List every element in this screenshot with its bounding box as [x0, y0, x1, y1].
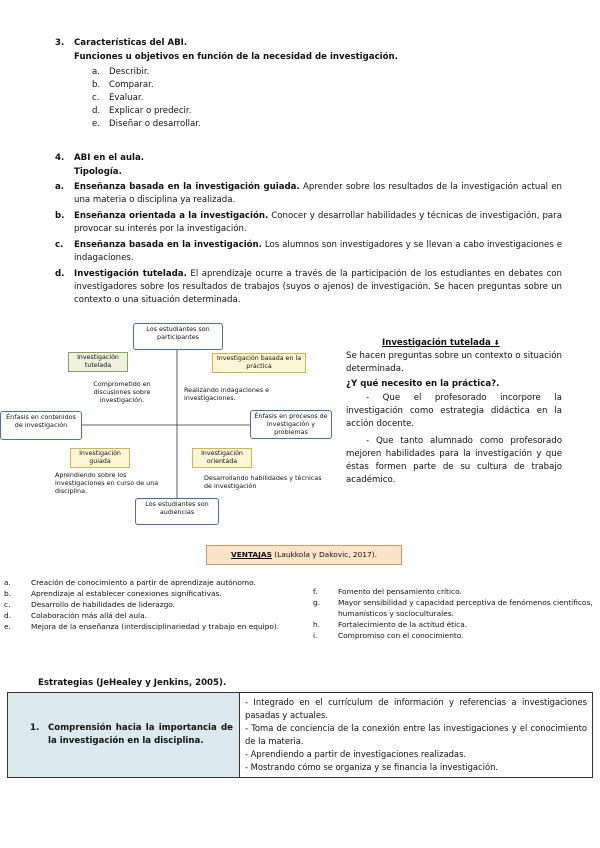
axis-left-box: Énfasis en contenidos de investigación	[0, 411, 82, 440]
list-item: d. Explicar o predecir.	[92, 106, 192, 116]
list-item: - Aprendiendo a partir de investigaciones realizadas.	[245, 749, 467, 759]
quadrant-br-title: Investigación orientada	[192, 448, 252, 468]
list-item: b. Comparar.	[92, 80, 154, 90]
tutelada-p2: - Que el profesorado incorpore la investigación como estrategia didáctica en la acción docente.	[346, 393, 562, 429]
ventajas-banner	[206, 545, 402, 565]
table-row	[8, 693, 593, 778]
estrategia-label: Comprensión hacia la importancia de la investigación en la disciplina.	[48, 723, 233, 746]
list-item: i. Compromiso con el conocimiento.	[313, 631, 464, 640]
section4-subheading: Tipología.	[74, 167, 122, 177]
quadrant-tl-desc: Comprometido en discusiones sobre investigación.	[93, 380, 151, 404]
section3-heading: Características del ABI.	[74, 38, 188, 48]
ventajas-left-list	[4, 577, 298, 632]
list-item: b. Aprendizaje al establecer conexiones significativas.	[4, 589, 222, 598]
estrategias-table	[7, 692, 593, 778]
quadrant-bl-title: Investigación guiada	[70, 448, 130, 468]
type-letter-a: a.	[55, 182, 65, 192]
arrow-down-icon: ⬇	[493, 339, 500, 347]
section3-list	[92, 66, 201, 131]
section4-number: 4.	[55, 153, 65, 163]
tutelada-question: ¿Y qué necesito en la práctica?.	[346, 379, 500, 389]
type-item-d: Investigación tutelada. El aprendizaje ocurre a través de la participación de los estudiantes en debates con investigadores sobre los resultados de trabajos (suyos o ajenos) de investigación. Se hacen preguntas sobre un contexto o una situación determinada.	[74, 269, 562, 305]
quadrant-tr-title: Investigación basada en la práctica	[212, 353, 306, 373]
list-item: g. Mayor sensibilidad y capacidad perceptiva de fenómenos científicos, humanísticos y socioculturales.	[313, 598, 593, 618]
type-item-c: Enseñanza basada en la investigación. Los alumnos son investigadores y se llevan a cabo investigaciones e indagaciones.	[74, 240, 563, 263]
type-letter-c: c.	[55, 240, 64, 250]
tutelada-p3: - Que tanto alumnado como profesorado mejoren habilidades para la investigación y que éstas formen parte de su cultura de trabajo académico.	[346, 436, 562, 485]
type-letter-d: d.	[55, 269, 65, 279]
section4-heading: ABI en el aula.	[74, 153, 145, 163]
list-item: a. Creación de conocimiento a partir de aprendizaje autónomo.	[4, 578, 256, 587]
list-item: a. Describir.	[92, 67, 150, 77]
ventajas-title: VENTAJAS	[231, 550, 272, 559]
list-item: e. Mejora de la enseñanza (interdisciplinariedad y trabajo en equipo).	[4, 622, 280, 631]
quadrant-tl-title: Investigación tutelada	[68, 352, 128, 372]
type-item-b: Enseñanza orientada a la investigación. Conocer y desarrollar habilidades y técnicas de investigación, para provocar su interés por la investigación.	[74, 211, 562, 234]
list-item: - Toma de conciencia de la conexión entre las investigaciones y el conocimiento de la materia.	[245, 723, 587, 746]
estrategias-title: Estrategias (JeHealey y Jenkins, 2005).	[38, 678, 227, 688]
section3-subheading: Funciones u objetivos en función de la necesidad de investigación.	[74, 52, 398, 62]
estrategia-label-cell	[8, 693, 240, 778]
typology-diagram	[0, 318, 340, 533]
estrategia-number: 1.	[30, 723, 40, 733]
quadrant-br-desc: Desarrollando habilidades y técnicas de investigación	[204, 474, 322, 490]
list-item: - Mostrando cómo se organiza y se financia la investigación.	[245, 762, 499, 772]
section3-number: 3.	[55, 38, 65, 48]
ventajas-right-list	[313, 586, 599, 641]
axis-top-box: Los estudiantes son participantes	[133, 323, 223, 350]
list-item: d. Colaboración más allá del aula.	[4, 611, 147, 620]
ventajas-citation: (Laukkola y Dakovic, 2017).	[271, 550, 377, 559]
type-letter-b: b.	[55, 211, 65, 221]
axis-bottom-box: Los estudiantes son audiencias	[135, 498, 219, 525]
type-item-a: Enseñanza basada en la investigación guiada. Aprender sobre los resultados de la investigación actual en una materia o disciplina ya realizada.	[74, 182, 562, 205]
list-item: c. Desarrollo de habilidades de liderazgo.	[4, 600, 176, 609]
list-item: f. Fomento del pensamiento crítico.	[313, 587, 462, 596]
quadrant-bl-desc: Aprendiendo sobre los investigaciones en curso de una disciplina.	[55, 471, 159, 495]
tutelada-title: Investigación tutelada ⬇	[382, 338, 500, 348]
tutelada-p1: Se hacen preguntas sobre un contexto o situación determinada.	[346, 351, 562, 374]
list-item: e. Diseñar o desarrollar.	[92, 119, 201, 129]
estrategia-bullets-cell	[240, 693, 593, 778]
axis-right-box: Énfasis en procesos de investigación y problemas	[250, 410, 332, 439]
list-item: c. Evaluar.	[92, 93, 144, 103]
quadrant-tr-desc: Realizando indagaciones e investigaciones.	[184, 386, 270, 402]
list-item: - Integrado en el currículum de información y referencias a investigaciones pasadas y actuales.	[245, 697, 587, 720]
list-item: h. Fortalecimiento de la actitud ética.	[313, 620, 468, 629]
